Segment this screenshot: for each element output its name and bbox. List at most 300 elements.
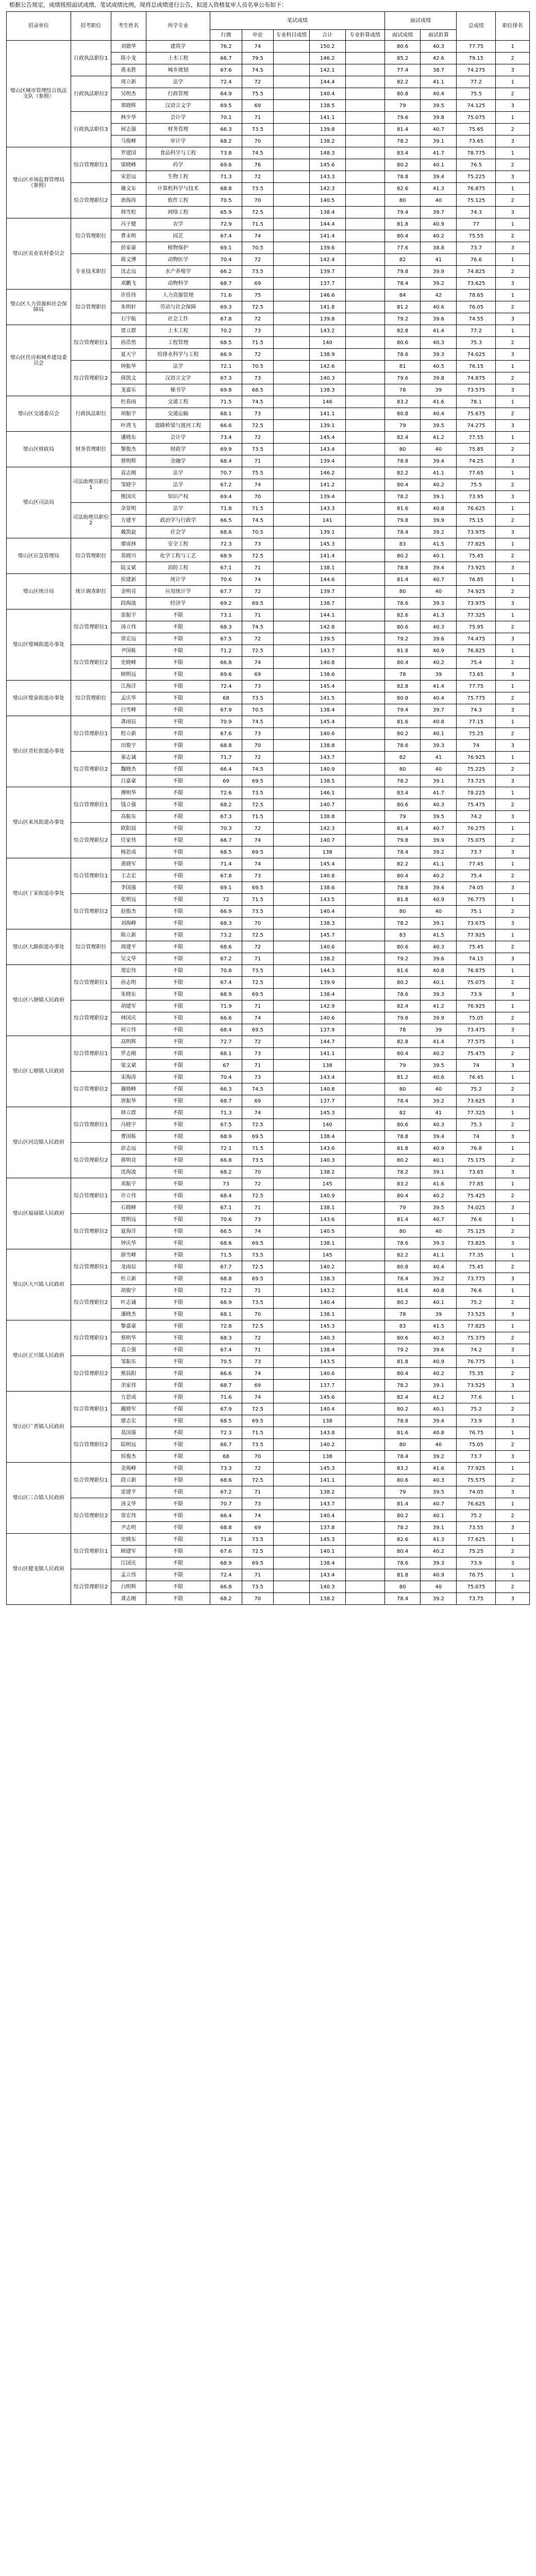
total-cell: 79.15: [457, 53, 496, 64]
position-cell: 综合管理职位2: [71, 361, 111, 396]
ms-cell: 82.4: [384, 432, 421, 444]
mszs-cell: 40.1: [421, 1297, 457, 1309]
mszs-cell: 39.2: [421, 1095, 457, 1107]
zyk-cell: [274, 100, 310, 112]
table-row: [7, 361, 530, 372]
zyk-cell: [274, 1249, 310, 1261]
ms-cell: 80: [384, 1581, 421, 1593]
name-cell: 林国庆: [111, 1012, 146, 1024]
sum-cell: 140.6: [309, 941, 345, 953]
mszs-cell: 40.2: [421, 1368, 457, 1380]
sum-cell: 138.6: [309, 882, 345, 894]
sum-cell: 141.2: [309, 479, 345, 491]
header-major: 所学专业: [146, 12, 210, 41]
table-row: [7, 1534, 530, 1546]
xingce-cell: 71.8: [210, 503, 242, 515]
header-position: 招考职位: [71, 12, 111, 41]
name-cell: 罗建国: [111, 147, 146, 159]
rank-cell: 1: [496, 787, 530, 799]
rank-cell: 2: [496, 1048, 530, 1060]
zyk-cell: [274, 1309, 310, 1320]
zsc-cell: [345, 1463, 384, 1475]
xingce-cell: 66.4: [210, 764, 242, 775]
shenlun-cell: 73.5: [242, 1155, 273, 1166]
total-cell: 73.9: [457, 1557, 496, 1569]
name-cell: 孟庆华: [111, 692, 146, 704]
sum-cell: 139.8: [309, 313, 345, 325]
sum-cell: 140.3: [309, 372, 345, 384]
zyk-cell: [274, 171, 310, 183]
xingce-cell: 67.6: [210, 64, 242, 76]
mszs-cell: 39.5: [421, 1486, 457, 1498]
zsc-cell: [345, 728, 384, 740]
rank-cell: 3: [496, 562, 530, 574]
sum-cell: 140.2: [309, 1261, 345, 1273]
name-cell: 许立伟: [111, 1190, 146, 1202]
name-cell: 邹晓宇: [111, 479, 146, 491]
major-cell: 不限: [146, 846, 210, 858]
xingce-cell: 68.9: [210, 550, 242, 562]
zsc-cell: [345, 1546, 384, 1557]
major-cell: 法学: [146, 76, 210, 88]
rank-cell: 1: [496, 41, 530, 53]
shenlun-cell: 72.5: [242, 1190, 273, 1202]
table-row: [7, 1036, 530, 1048]
table-row: [7, 1285, 530, 1297]
zsc-cell: [345, 740, 384, 752]
sum-cell: 138.4: [309, 989, 345, 1001]
table-row: [7, 1320, 530, 1332]
xingce-cell: 72.4: [210, 76, 242, 88]
total-cell: 74.2: [457, 811, 496, 823]
zsc-cell: [345, 918, 384, 929]
name-cell: 尹志明: [111, 1522, 146, 1534]
zyk-cell: [274, 112, 310, 124]
zyk-cell: [274, 740, 310, 752]
ms-cell: 84: [384, 290, 421, 301]
total-cell: 73.65: [457, 669, 496, 681]
total-cell: 74: [457, 1131, 496, 1143]
name-cell: 雷振宇: [111, 609, 146, 621]
sum-cell: 141.4: [309, 550, 345, 562]
shenlun-cell: 74.5: [242, 64, 273, 76]
shenlun-cell: 74: [242, 1226, 273, 1238]
shenlun-cell: 69.5: [242, 846, 273, 858]
name-cell: 蔡明华: [111, 1332, 146, 1344]
rank-cell: 3: [496, 1238, 530, 1249]
ms-cell: 81.6: [384, 716, 421, 728]
mszs-cell: 39.1: [421, 1380, 457, 1392]
major-cell: 不限: [146, 1403, 210, 1415]
shenlun-cell: 73.5: [242, 266, 273, 278]
rank-cell: 2: [496, 1581, 530, 1593]
zsc-cell: [345, 491, 384, 503]
total-cell: 73.825: [457, 1238, 496, 1249]
sum-cell: 142.8: [309, 621, 345, 633]
rank-cell: 1: [496, 1036, 530, 1048]
xingce-cell: 68.2: [210, 135, 242, 147]
ms-cell: 78.8: [384, 1415, 421, 1427]
rank-cell: 1: [496, 929, 530, 941]
sum-cell: 140.8: [309, 657, 345, 669]
zsc-cell: [345, 135, 384, 147]
zsc-cell: [345, 1273, 384, 1285]
major-cell: 法学: [146, 479, 210, 491]
xingce-cell: 68.4: [210, 1190, 242, 1202]
mszs-cell: 39.6: [421, 633, 457, 645]
rank-cell: 2: [496, 53, 530, 64]
table-row: [7, 752, 530, 764]
zsc-cell: [345, 195, 384, 207]
zsc-cell: [345, 598, 384, 609]
position-cell: 综合管理职位: [71, 538, 111, 574]
mszs-cell: 41.2: [421, 1392, 457, 1403]
name-cell: 潘晓杰: [111, 1309, 146, 1320]
mszs-cell: 39.4: [421, 882, 457, 894]
zyk-cell: [274, 562, 310, 574]
total-cell: 74.275: [457, 420, 496, 432]
name-cell: 王志宏: [111, 870, 146, 882]
sum-cell: 143.4: [309, 1072, 345, 1083]
shenlun-cell: 73.5: [242, 183, 273, 195]
shenlun-cell: 73: [242, 728, 273, 740]
unit-cell: 璧山区城市管理综合执法支队（参照）: [7, 41, 71, 147]
xingce-cell: 69.4: [210, 491, 242, 503]
mszs-cell: 39.5: [421, 420, 457, 432]
zyk-cell: [274, 752, 310, 764]
sum-cell: 145.7: [309, 929, 345, 941]
position-cell: 综合管理职位2: [71, 1356, 111, 1392]
rank-cell: 2: [496, 195, 530, 207]
rank-cell: 1: [496, 112, 530, 124]
name-cell: 梁文斌: [111, 1060, 146, 1072]
ms-cell: 80.6: [384, 621, 421, 633]
rank-cell: 1: [496, 609, 530, 621]
zyk-cell: [274, 1344, 310, 1356]
xingce-cell: 73: [210, 1178, 242, 1190]
sum-cell: 148.3: [309, 147, 345, 159]
position-cell: 综合管理职位: [71, 290, 111, 325]
position-cell: 综合管理职位2: [71, 1214, 111, 1249]
major-cell: 不限: [146, 1166, 210, 1178]
sum-cell: 141.1: [309, 1475, 345, 1486]
ms-cell: 79: [384, 100, 421, 112]
table-row: [7, 787, 530, 799]
major-cell: 园艺: [146, 230, 210, 242]
major-cell: 不限: [146, 1178, 210, 1190]
rank-cell: 2: [496, 728, 530, 740]
shenlun-cell: 72.5: [242, 645, 273, 657]
zyk-cell: [274, 1036, 310, 1048]
shenlun-cell: 70: [242, 195, 273, 207]
zyk-cell: [274, 1356, 310, 1368]
total-cell: 75.2: [457, 1297, 496, 1309]
name-cell: 许佳伟: [111, 290, 146, 301]
rank-cell: 3: [496, 704, 530, 716]
xingce-cell: 68.3: [210, 918, 242, 929]
ms-cell: 81.8: [384, 1143, 421, 1155]
shenlun-cell: 72.5: [242, 799, 273, 811]
zsc-cell: [345, 159, 384, 171]
zyk-cell: [274, 1415, 310, 1427]
name-cell: 贾立群: [111, 325, 146, 337]
zsc-cell: [345, 1119, 384, 1131]
zyk-cell: [274, 538, 310, 550]
xingce-cell: 67.2: [210, 1486, 242, 1498]
name-cell: 冯子健: [111, 218, 146, 230]
shenlun-cell: 72.5: [242, 1261, 273, 1273]
mszs-cell: 39.2: [421, 1593, 457, 1605]
mszs-cell: 40.6: [421, 301, 457, 313]
total-cell: 77.75: [457, 681, 496, 692]
rank-cell: 1: [496, 858, 530, 870]
ms-cell: 79: [384, 1486, 421, 1498]
shenlun-cell: 73: [242, 1048, 273, 1060]
zsc-cell: [345, 1475, 384, 1486]
major-cell: 不限: [146, 1309, 210, 1320]
xingce-cell: 68.7: [210, 1095, 242, 1107]
sum-cell: 146: [309, 396, 345, 408]
name-cell: 黎嘉豪: [111, 1320, 146, 1332]
major-cell: 汉语言文学: [146, 372, 210, 384]
zyk-cell: [274, 906, 310, 918]
xingce-cell: 70.7: [210, 1498, 242, 1510]
xingce-cell: 67.8: [210, 870, 242, 882]
zsc-cell: [345, 1522, 384, 1534]
xingce-cell: 67.6: [210, 728, 242, 740]
zsc-cell: [345, 621, 384, 633]
mszs-cell: 41.2: [421, 432, 457, 444]
ms-cell: 81.4: [384, 1498, 421, 1510]
zyk-cell: [274, 527, 310, 538]
total-cell: 74.275: [457, 64, 496, 76]
name-cell: 段海波: [111, 598, 146, 609]
name-cell: 廖志宏: [111, 1415, 146, 1427]
major-cell: 不限: [146, 1344, 210, 1356]
major-cell: 化学工程与工艺: [146, 550, 210, 562]
sum-cell: 140.6: [309, 1368, 345, 1380]
major-cell: 不限: [146, 1451, 210, 1463]
zsc-cell: [345, 882, 384, 894]
mszs-cell: 39.4: [421, 1131, 457, 1143]
total-cell: 78.1: [457, 396, 496, 408]
table-row: [7, 858, 530, 870]
zyk-cell: [274, 1368, 310, 1380]
rank-cell: 3: [496, 740, 530, 752]
sum-cell: 143.5: [309, 894, 345, 906]
zsc-cell: [345, 384, 384, 396]
zsc-cell: [345, 479, 384, 491]
zsc-cell: [345, 1510, 384, 1522]
sum-cell: 143.2: [309, 1285, 345, 1297]
rank-cell: 2: [496, 1332, 530, 1344]
total-cell: 77.85: [457, 1178, 496, 1190]
sum-cell: 140.4: [309, 1403, 345, 1415]
ms-cell: 79.6: [384, 372, 421, 384]
zsc-cell: [345, 1380, 384, 1392]
header-shenlun: 申论: [242, 30, 273, 41]
unit-cell: 璧山区人力资源和社会保障局: [7, 290, 71, 325]
rank-cell: 2: [496, 1083, 530, 1095]
ms-cell: 80.4: [384, 479, 421, 491]
mszs-cell: 40: [421, 1581, 457, 1593]
table-row: [7, 716, 530, 728]
zsc-cell: [345, 811, 384, 823]
major-cell: 不限: [146, 728, 210, 740]
total-cell: 77.65: [457, 467, 496, 479]
rank-cell: 3: [496, 1557, 530, 1569]
sum-cell: 140.8: [309, 1083, 345, 1095]
mszs-cell: 39.2: [421, 1273, 457, 1285]
xingce-cell: 71.5: [210, 1249, 242, 1261]
mszs-cell: 39.5: [421, 100, 457, 112]
table-row: [7, 1498, 530, 1510]
position-cell: 综合管理职位1: [71, 1320, 111, 1356]
mszs-cell: 40.9: [421, 1143, 457, 1155]
zyk-cell: [274, 1155, 310, 1166]
shenlun-cell: 73.5: [242, 965, 273, 977]
sum-cell: 140.4: [309, 1297, 345, 1309]
xingce-cell: 70.8: [210, 965, 242, 977]
major-cell: 不限: [146, 752, 210, 764]
name-cell: 刘德华: [111, 41, 146, 53]
zyk-cell: [274, 775, 310, 787]
xingce-cell: 72.1: [210, 361, 242, 372]
total-cell: 73.95: [457, 491, 496, 503]
zyk-cell: [274, 207, 310, 218]
name-cell: 胡振宇: [111, 408, 146, 420]
rank-cell: 2: [496, 906, 530, 918]
zsc-cell: [345, 1001, 384, 1012]
zyk-cell: [274, 586, 310, 598]
name-cell: 吕嘉豪: [111, 775, 146, 787]
total-cell: 75.1: [457, 906, 496, 918]
zsc-cell: [345, 325, 384, 337]
major-cell: 不限: [146, 953, 210, 965]
total-cell: 75.125: [457, 1226, 496, 1238]
ms-cell: 78: [384, 1309, 421, 1320]
mszs-cell: 40.7: [421, 1498, 457, 1510]
sum-cell: 138.2: [309, 135, 345, 147]
rank-cell: 1: [496, 752, 530, 764]
ms-cell: 78.8: [384, 882, 421, 894]
rank-cell: 1: [496, 823, 530, 835]
total-cell: 73.65: [457, 1166, 496, 1178]
rank-cell: 3: [496, 455, 530, 467]
mszs-cell: 40.2: [421, 870, 457, 882]
position-cell: 综合管理职位1: [71, 1107, 111, 1143]
zsc-cell: [345, 64, 384, 76]
position-cell: 综合管理职位2: [71, 1427, 111, 1463]
zyk-cell: [274, 1119, 310, 1131]
total-cell: 75.225: [457, 171, 496, 183]
sum-cell: 143.4: [309, 1569, 345, 1581]
zsc-cell: [345, 609, 384, 621]
zyk-cell: [274, 455, 310, 467]
major-cell: 不限: [146, 681, 210, 692]
major-cell: 不限: [146, 1439, 210, 1451]
zyk-cell: [274, 692, 310, 704]
rank-cell: 3: [496, 420, 530, 432]
zsc-cell: [345, 1036, 384, 1048]
total-cell: 73.525: [457, 1380, 496, 1392]
total-cell: 73.975: [457, 598, 496, 609]
sum-cell: 143.7: [309, 645, 345, 657]
mszs-cell: 40: [421, 444, 457, 455]
xingce-cell: 68.8: [210, 1522, 242, 1534]
xingce-cell: 67.2: [210, 953, 242, 965]
rank-cell: 3: [496, 1309, 530, 1320]
sum-cell: 140: [309, 1119, 345, 1131]
zsc-cell: [345, 1048, 384, 1060]
sum-cell: 138.8: [309, 811, 345, 823]
xingce-cell: 69.1: [210, 882, 242, 894]
shenlun-cell: 71.5: [242, 894, 273, 906]
total-cell: 77.55: [457, 432, 496, 444]
ms-cell: 80.4: [384, 870, 421, 882]
major-cell: 法学: [146, 503, 210, 515]
shenlun-cell: 73.5: [242, 124, 273, 135]
rank-cell: 1: [496, 396, 530, 408]
ms-cell: 82.8: [384, 681, 421, 692]
ms-cell: 80.6: [384, 337, 421, 349]
zsc-cell: [345, 692, 384, 704]
rank-cell: 3: [496, 1166, 530, 1178]
name-cell: 史晓峰: [111, 657, 146, 669]
shenlun-cell: 71.5: [242, 1143, 273, 1155]
total-cell: 75.45: [457, 941, 496, 953]
ms-cell: 81.8: [384, 1356, 421, 1368]
shenlun-cell: 73: [242, 1498, 273, 1510]
rank-cell: 1: [496, 290, 530, 301]
unit-cell: 璧山区统计局: [7, 574, 71, 609]
sum-cell: 140.2: [309, 1439, 345, 1451]
zyk-cell: [274, 811, 310, 823]
zsc-cell: [345, 787, 384, 799]
mszs-cell: 39.7: [421, 704, 457, 716]
zyk-cell: [274, 846, 310, 858]
mszs-cell: 42: [421, 290, 457, 301]
zyk-cell: [274, 1439, 310, 1451]
zyk-cell: [274, 835, 310, 846]
table-row: [7, 1356, 530, 1368]
ms-cell: 83.4: [384, 787, 421, 799]
rank-cell: 1: [496, 1569, 530, 1581]
xingce-cell: 66.8: [210, 1155, 242, 1166]
ms-cell: 85.2: [384, 53, 421, 64]
header-total: 总成绩: [457, 12, 496, 41]
zyk-cell: [274, 301, 310, 313]
shenlun-cell: 71.5: [242, 1427, 273, 1439]
mszs-cell: 41.6: [421, 1463, 457, 1475]
ms-cell: 78.8: [384, 171, 421, 183]
zyk-cell: [274, 1001, 310, 1012]
xingce-cell: 72.2: [210, 1285, 242, 1297]
table-row: [7, 325, 530, 337]
mszs-cell: 39.8: [421, 112, 457, 124]
mszs-cell: 41.1: [421, 76, 457, 88]
zsc-cell: [345, 420, 384, 432]
mszs-cell: 39.1: [421, 918, 457, 929]
total-cell: 73.925: [457, 562, 496, 574]
major-cell: 水产养殖学: [146, 266, 210, 278]
xingce-cell: 68.2: [210, 1166, 242, 1178]
zyk-cell: [274, 1095, 310, 1107]
major-cell: 安全工程: [146, 538, 210, 550]
rank-cell: 1: [496, 716, 530, 728]
shenlun-cell: 69.5: [242, 1131, 273, 1143]
total-cell: 75.125: [457, 195, 496, 207]
